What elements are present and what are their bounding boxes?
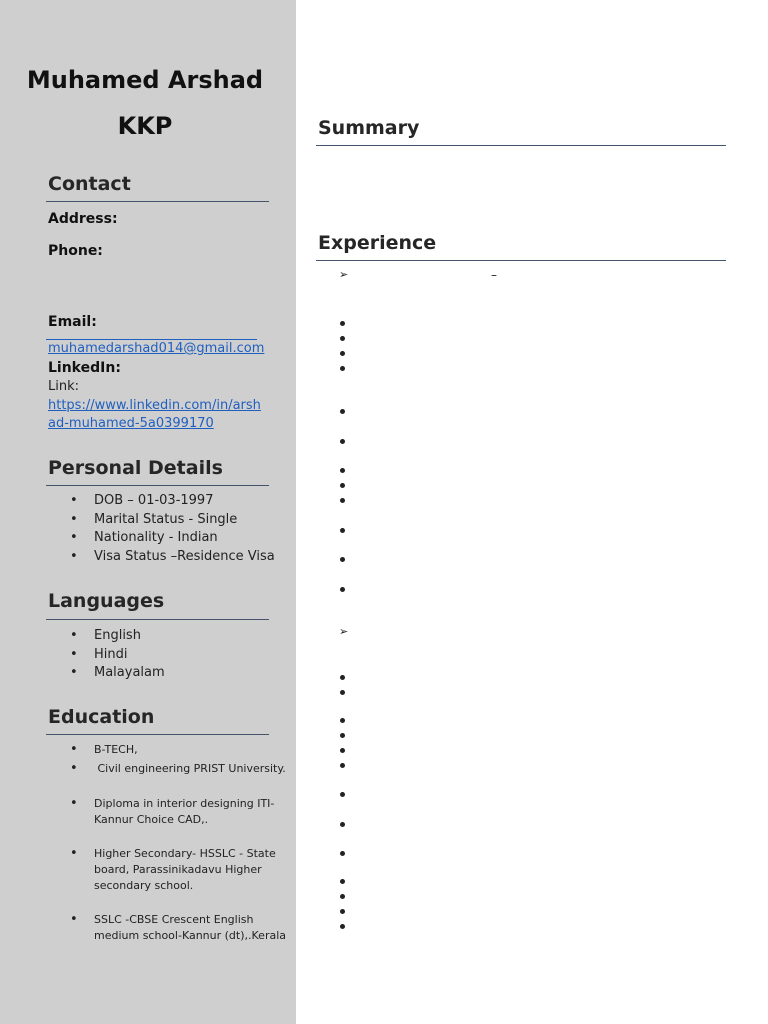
bullet-icon (340, 879, 345, 884)
education-rule (46, 734, 269, 735)
list-item: • English (48, 627, 165, 646)
link-label: Link: (48, 379, 80, 394)
linkedin-label: LinkedIn: (48, 360, 121, 376)
bullet-icon (340, 690, 345, 695)
linkedin-url-line-1[interactable]: https://www.linkedin.com/in/arsh (48, 398, 261, 413)
name-line-1: Muhamed Arshad (26, 66, 264, 94)
bullet-icon (340, 366, 345, 371)
experience-dash: – (491, 268, 497, 282)
bullet-icon (340, 336, 345, 341)
bullet-icon (340, 498, 345, 503)
list-item: • Higher Secondary- HSSLC - State board, Parassinikadavu Higher secondary school. (48, 846, 288, 894)
list-item: • B-TECH, (48, 742, 288, 758)
arrow-bullet-icon: ➢ (339, 625, 349, 638)
linkedin-url-line-2[interactable]: ad-muhamed-5a0399170 (48, 416, 214, 431)
bullet-icon (340, 483, 345, 488)
list-item: • Nationality - Indian (48, 529, 275, 548)
personal-details-title: Personal Details (48, 457, 223, 479)
languages-title: Languages (48, 590, 165, 612)
list-item: • Malayalam (48, 664, 165, 683)
bullet-icon (340, 894, 345, 899)
email-label: Email: (48, 314, 97, 330)
contact-rule (46, 201, 269, 202)
languages-list (48, 627, 165, 683)
bullet-icon (340, 675, 345, 680)
bullet-icon (340, 763, 345, 768)
personal-details-rule (46, 485, 269, 486)
phone-label: Phone: (48, 243, 103, 259)
bullet-icon (340, 792, 345, 797)
personal-details-list (48, 492, 275, 566)
bullet-icon (340, 822, 345, 827)
bullet-icon (340, 587, 345, 592)
name-line-2: KKP (117, 112, 173, 140)
languages-rule (46, 619, 269, 620)
arrow-bullet-icon: ➢ (339, 268, 349, 281)
bullet-icon (340, 924, 345, 929)
bullet-icon (340, 439, 345, 444)
education-title: Education (48, 706, 155, 728)
bullet-icon (340, 468, 345, 473)
bullet-icon (340, 748, 345, 753)
email-link[interactable]: muhamedarshad014@gmail.com (48, 341, 265, 356)
bullet-icon (340, 409, 345, 414)
list-item: • Civil engineering PRIST University. (48, 761, 288, 777)
education-list (48, 742, 288, 944)
list-item: • DOB – 01-03-1997 (48, 492, 275, 511)
address-label: Address: (48, 211, 118, 227)
bullet-icon (340, 851, 345, 856)
bullet-icon (340, 528, 345, 533)
summary-rule (316, 145, 726, 146)
bullet-icon (340, 557, 345, 562)
bullet-icon (340, 733, 345, 738)
contact-title: Contact (48, 173, 131, 195)
list-item: • Visa Status –Residence Visa (48, 548, 275, 567)
experience-rule (316, 260, 726, 261)
list-item: • Hindi (48, 646, 165, 665)
summary-title: Summary (318, 117, 420, 139)
list-item: • Marital Status - Single (48, 511, 275, 530)
bullet-icon (340, 351, 345, 356)
list-item: • Diploma in interior designing ITI-Kannur Choice CAD,. (48, 796, 288, 828)
bullet-icon (340, 321, 345, 326)
list-item: • SSLC -CBSE Crescent English medium school-Kannur (dt),.Kerala (48, 912, 288, 944)
experience-title: Experience (318, 232, 437, 254)
sidebar (0, 0, 296, 1024)
bullet-icon (340, 718, 345, 723)
bullet-icon (340, 909, 345, 914)
